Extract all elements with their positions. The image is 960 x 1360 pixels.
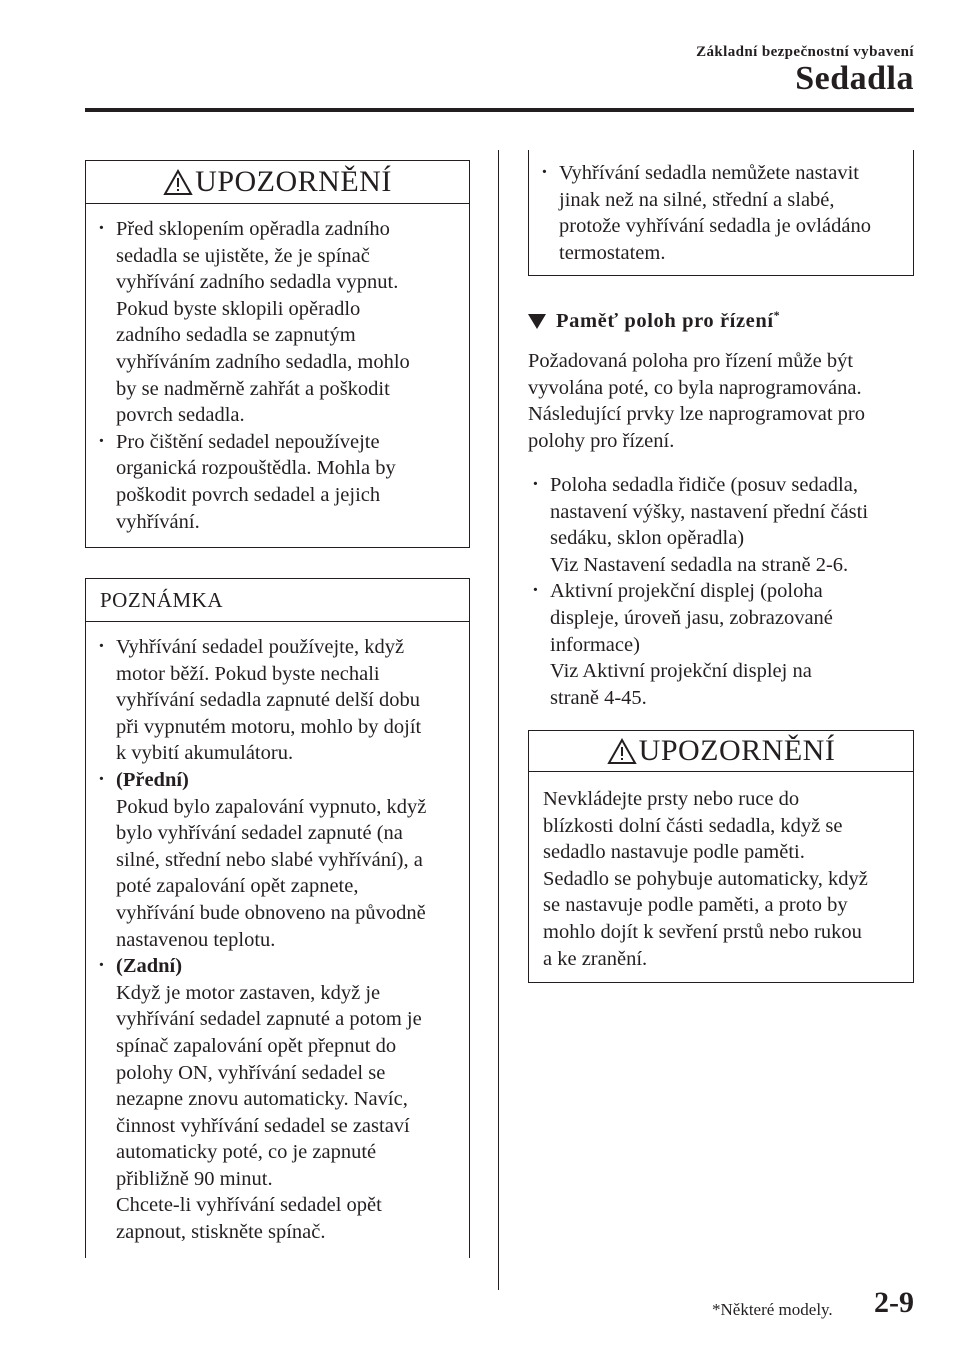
caution-list	[86, 204, 469, 535]
caution-text: Nevkládejte prsty nebo ruce do blízkosti dolní části sedadla, když se sedadlo nastavuje podle paměti. Sedadlo se pohybuje automaticky, když se nastavuje podle paměti, a proto by mohlo dojít k sevření prstů nebo rukou a ke zranění.	[543, 788, 868, 970]
caution-box-memory	[528, 730, 914, 983]
triangle-down-icon	[528, 314, 546, 329]
caution-box-seat-heating	[85, 160, 470, 548]
caution-item: · Pro čištění sedadel nepoužívejte organická rozpouštědla. Mohla by poškodit povrch sedadel a jejich vyhřívání.	[86, 429, 459, 535]
caution-title: UPOZORNĚNÍ	[638, 734, 836, 767]
note-cont-list	[529, 150, 913, 266]
section-heading: Paměť poloh pro řízení*	[528, 308, 780, 333]
note-item: · Vyhřívání sedadla nemůžete nastavit jinak než na silné, střední a slabé, protože vyhřívání sedadla je ovládáno termostatem.	[529, 160, 909, 266]
note-list	[86, 622, 469, 1246]
caution-title: UPOZORNĚNÍ	[195, 165, 392, 198]
memory-items-list	[520, 472, 920, 711]
page-number: 2-9	[874, 1286, 914, 1319]
note-item-front: · (Přední) Pokud bylo zapalování vypnuto, když bylo vyhřívání sedadel zapnuté (na silné, střední nebo slabé vyhřívání), a poté zapalování opět zapnete, vyhřívání bude obnoveno na původně nastavenou teplotu.	[86, 767, 461, 953]
memory-item-hud: · Aktivní projekční displej (poloha displeje, úroveň jasu, zobrazované informace) Viz Aktivní projekční displej na straně 4-45.	[520, 578, 920, 711]
caution-item: · Před sklopením opěradla zadního sedadla se ujistěte, že je spínač vyhřívání zadního sedadla vypnut. Pokud byste sklopili opěradlo zadního sedadla se zapnutým vyhříváním zadního sedadla, mohlo by se nadměrně zahřát a poškodit povrch sedadla.	[86, 216, 459, 429]
header-rule	[85, 108, 914, 112]
page-title: Sedadla	[795, 60, 914, 97]
note-box-seat-heating	[85, 578, 470, 1258]
header-subtitle: Základní bezpečnostní vybavení	[696, 44, 914, 60]
note-item-rear: · (Zadní) Když je motor zastaven, když je vyhřívání sedadel zapnuté a potom je spínač zapalování opět přepnut do polohy ON, vyhřívání sedadel se nezapne znovu automaticky. Navíc, činnost vyhřívání sedadel se zastaví automaticky poté, co je zapnuté přibližně 90 minut. Chcete-li vyhřívání sedadel opět zapnout, stiskněte spínač.	[86, 953, 461, 1246]
footnote: *Některé modely.	[712, 1300, 833, 1319]
column-divider	[498, 150, 499, 1290]
warning-icon	[163, 168, 193, 196]
section-intro: Požadovaná poloha pro řízení může být vyvolána poté, co byla naprogramována. Následující prvky lze naprogramovat pro polohy pro řízení.	[528, 350, 865, 452]
note-item: · Vyhřívání sedadel používejte, když motor běží. Pokud byste nechali vyhřívání sedadla zapnuté delší dobu při vypnutém motoru, mohlo by dojít k vybití akumulátoru.	[86, 634, 461, 767]
note-title: POZNÁMKA	[100, 587, 224, 612]
memory-item-seat: · Poloha sedadla řidiče (posuv sedadla, nastavení výšky, nastavení přední části sedáku, sklon opěradla) Viz Nastavení sedadla na straně 2-6.	[520, 472, 920, 578]
note-box-continued	[528, 150, 914, 276]
warning-icon	[607, 737, 637, 765]
